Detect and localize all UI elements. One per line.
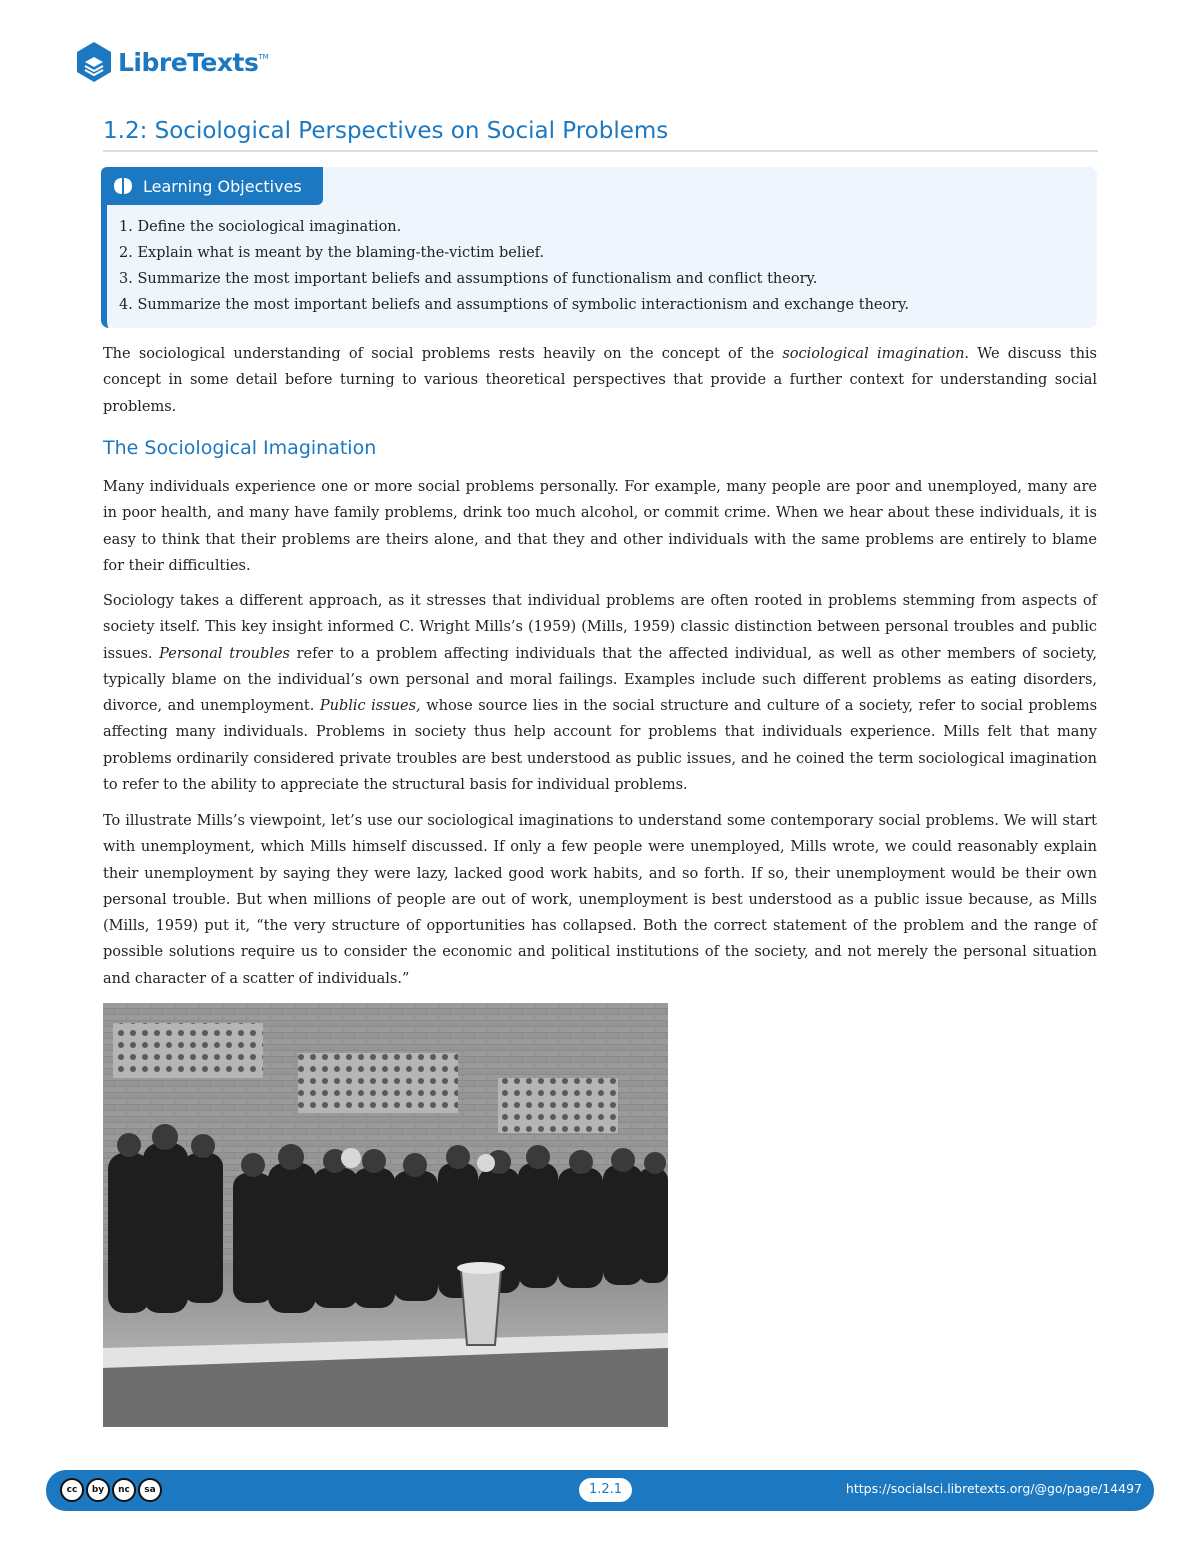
learning-objectives-header	[101, 167, 323, 205]
logo-text: LibreTexts	[118, 47, 259, 77]
cc-icon: cc	[60, 1478, 84, 1502]
objective-item: 4. Summarize the most important beliefs and assumptions of symbolic interactionism and exchange theory.	[119, 297, 910, 313]
page-number-badge: 1.2.1	[579, 1478, 632, 1502]
paragraph-text: whose source lies in the social structure and culture of a society, refer to social problems affecting many individuals. Problems in society thus help account for problems that individuals experience. Mills felt that many problems ordinarily considered private troubles are best understood as public issues, and he coined the term sociological imagination to refer to the ability to appreciate the structural basis for individual problems.	[103, 698, 1098, 794]
paragraph-personal-problems: Many individuals experience one or more social problems personally. For example, many people are poor and unemployed, many are in poor health, and many have family problems, drink too much alcohol, or commit crime. When we hear about these individuals, it is easy to think that their problems are theirs alone, and that they and other individuals with the same problems are entirely to blame for their difficulties.	[103, 479, 1097, 574]
term-public-issues: Public issues,	[319, 698, 421, 715]
cc-license-badge[interactable]	[60, 1478, 162, 1502]
section-heading: The Sociological Imagination	[103, 437, 377, 459]
unemployment-line-photo	[103, 1003, 668, 1427]
attribution-icon: by	[86, 1478, 110, 1502]
intro-text: . We discuss this concept in some detail before turning to various theoretical perspectives that provide a further context for understanding social problems.	[103, 346, 1097, 415]
sharealike-icon: sa	[138, 1478, 162, 1502]
intro-text: The sociological understanding of social problems rests heavily on the concept of the	[103, 346, 783, 362]
noncommercial-icon: nc	[112, 1478, 136, 1502]
libretexts-hexagon-icon	[74, 40, 114, 84]
footer-bar	[46, 1470, 1154, 1511]
learning-objectives-title: Learning Objectives	[143, 176, 302, 196]
paragraph-text: Sociology takes a different approach, as it stresses that individual problems are often rooted in problems stemming from aspects of society itself. This key insight informed C. Wright Mills’s (1959) (Mills, 1959) classic distinction between personal troubles and public issues.	[103, 593, 1097, 662]
photo-illustration	[103, 1003, 668, 1427]
libretexts-logo[interactable]	[74, 40, 269, 84]
objective-item: 2. Explain what is meant by the blaming-the-victim belief.	[119, 245, 545, 261]
paragraph-text: refer to a problem affecting individuals that the affected individual, as well as other members of society, typically blame on the individual’s own personal and moral failings. Examples include such different problems as eating disorders, divorce, and unemployment.	[103, 645, 1097, 715]
intro-paragraph	[103, 341, 1097, 420]
objective-item: 3. Summarize the most important beliefs and assumptions of functionalism and conflict theory.	[119, 271, 818, 287]
page-url-link[interactable]: https://socialsci.libretexts.org/@go/page/14497	[845, 1481, 1142, 1496]
paragraph-unemployment: To illustrate Mills’s viewpoint, let’s use our sociological imaginations to understand some contemporary social problems. We will start with unemployment, which Mills himself discussed. If only a few people were unemployed, Mills wrote, we could reasonably explain their unemployment by saying they were lazy, lacked good work habits, and so forth. If so, their unemployment would be their own personal trouble. But when millions of people are out of work, unemployment is best understood as a public issue because, as Mills (Mills, 1959) put it, “the very structure of opportunities has collapsed. Both the correct statement of the problem and the range of possible solutions require us to consider the economic and political institutions of the society, and not merely the personal situation and character of a scatter of individuals.”	[103, 813, 1097, 987]
learning-objectives-box	[101, 167, 1097, 328]
objectives-list	[119, 214, 909, 318]
brain-icon	[113, 177, 133, 195]
term-personal-troubles: Personal troubles	[159, 645, 290, 662]
term-sociological-imagination: sociological imagination	[782, 346, 965, 362]
logo-trademark: TM	[258, 53, 269, 61]
paragraph-mills-distinction	[103, 588, 1097, 798]
objective-item: 1. Define the sociological imagination.	[119, 219, 402, 235]
page-title: 1.2: Sociological Perspectives on Social Problems	[103, 118, 1098, 152]
